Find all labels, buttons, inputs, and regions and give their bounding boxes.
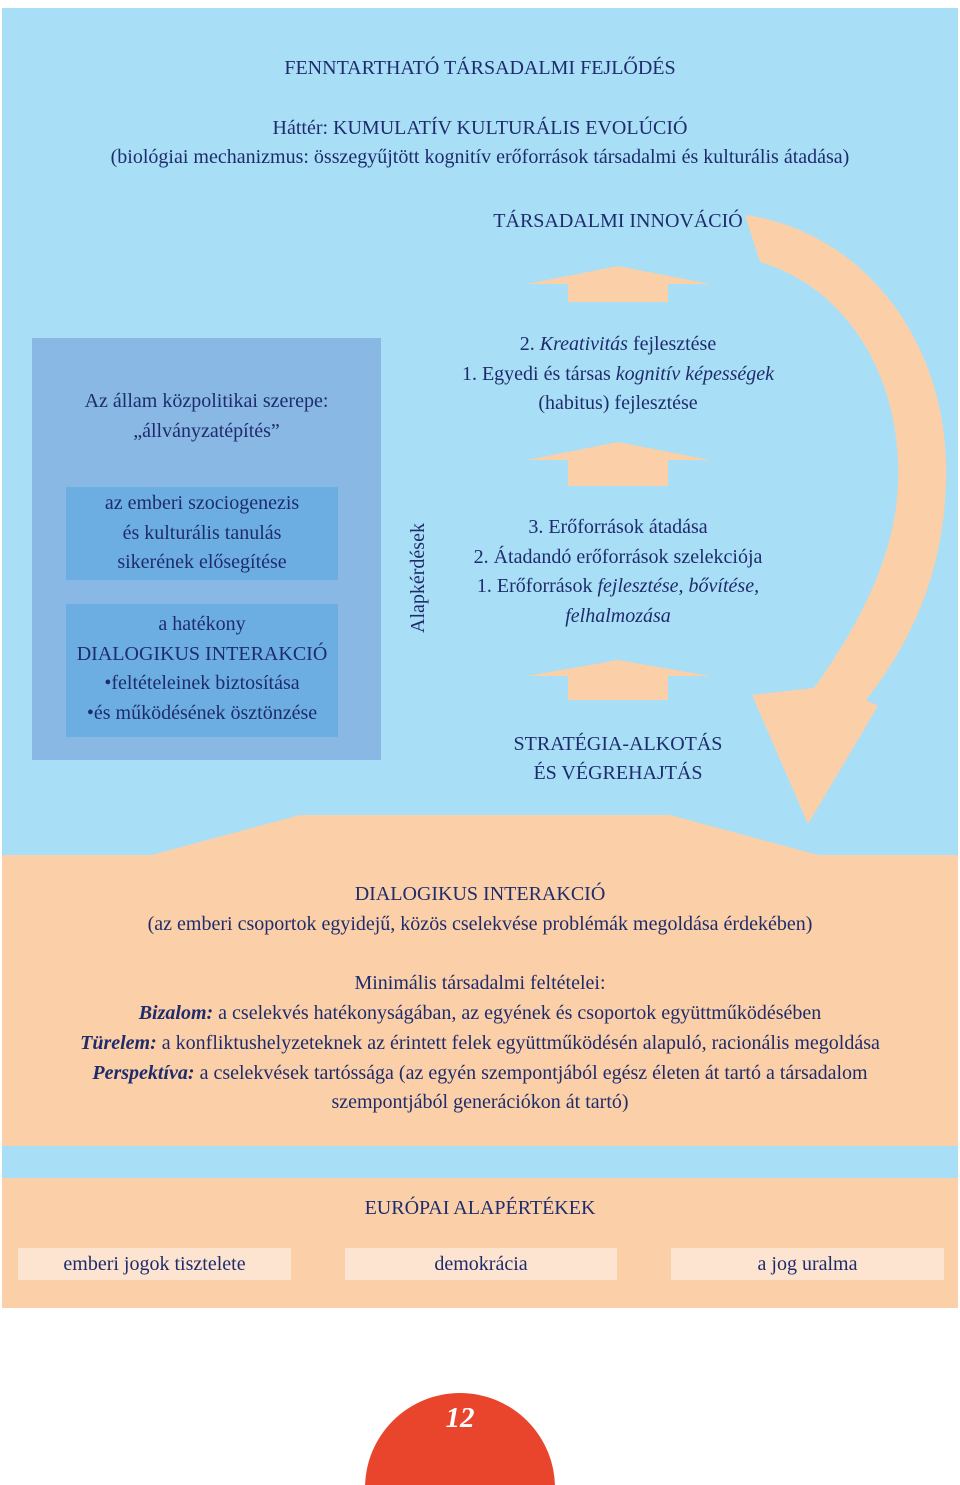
condition-text: a konfliktushelyzeteknek az érintett felek együttműködésén alapuló, racionális megoldása	[156, 1032, 880, 1054]
resource-text: 3. Erőforrások átadása	[528, 516, 708, 538]
condition-trust	[0, 998, 960, 1028]
interaction-line: •feltételeinek biztosítása	[104, 672, 300, 694]
capability-prefix: 2.	[519, 333, 540, 355]
resource-line-accumulation	[408, 601, 828, 631]
value-human-rights: emberi jogok tisztelete	[18, 1248, 291, 1280]
condition-perspective-continuation: szempontjából generációkon át tartó)	[331, 1091, 629, 1113]
resource-line-transfer	[408, 512, 828, 542]
dialogic-definition: (az emberi csoportok egyidejű, közös cselekvése problémák megoldása érdekében)	[147, 913, 813, 935]
condition-text: a cselekvések tartóssága (az egyén szempontjából egész életen át tartó a társadalom	[194, 1062, 868, 1084]
condition-term: Perspektíva:	[92, 1062, 195, 1084]
up-arrow-resources	[527, 660, 710, 700]
up-arrow-capabilities	[527, 442, 710, 486]
interaction-line: DIALOGIKUS INTERAKCIÓ	[76, 642, 328, 665]
capability-prefix: (habitus) fejlesztése	[538, 392, 698, 414]
resource-line-development	[408, 571, 828, 601]
capability-emphasis: kognitív képességek	[615, 363, 775, 385]
interaction-box	[66, 604, 338, 737]
social-innovation-label: TÁRSADALMI INNOVÁCIÓ	[493, 210, 743, 232]
page-number: 12	[445, 1402, 475, 1434]
background-heading: Háttér: KUMULATÍV KULTURÁLIS EVOLÚCIÓ	[272, 117, 688, 139]
interaction-line: •és működésének ösztönzése	[86, 701, 318, 724]
main-title: FENNTARTHATÓ TÁRSADALMI FEJLŐDÉS	[284, 57, 676, 79]
dialogic-heading: DIALOGIKUS INTERAKCIÓ	[354, 883, 606, 905]
resource-emphasis: fejlesztése, bővítése,	[597, 575, 760, 597]
capability-line-cognitive	[408, 359, 828, 389]
capability-emphasis: Kreativitás	[539, 333, 628, 355]
resource-text: 1. Erőforrások	[476, 575, 598, 597]
sociogenesis-line: és kulturális tanulás	[122, 521, 282, 544]
european-values-heading: EURÓPAI ALAPÉRTÉKEK	[364, 1197, 596, 1219]
resource-emphasis: felhalmozása	[565, 605, 671, 627]
capability-prefix: 1. Egyedi és társas	[461, 363, 616, 385]
strategy-line: STRATÉGIA-ALKOTÁS	[513, 733, 723, 755]
capability-suffix: fejlesztése	[627, 333, 717, 355]
sociogenesis-line: sikerének elősegítése	[117, 551, 287, 573]
strategy-line: ÉS VÉGREHAJTÁS	[533, 762, 703, 784]
value-rule-of-law: a jog uralma	[671, 1248, 944, 1280]
sociogenesis-box	[66, 487, 338, 580]
up-arrow-innovation	[527, 266, 710, 302]
key-questions-label: Alapkérdések	[407, 523, 429, 633]
resource-line-selection	[408, 542, 828, 572]
value-democracy: demokrácia	[345, 1248, 617, 1280]
sociogenesis-line: az emberi szociogenezis	[104, 492, 300, 514]
page-number-badge	[365, 1393, 555, 1485]
capability-line-habitus	[408, 388, 828, 418]
capability-line-creativity	[408, 329, 828, 359]
state-role-heading: Az állam közpolitikai szerepe:	[84, 390, 329, 412]
condition-term: Bizalom:	[138, 1002, 214, 1024]
condition-tolerance	[0, 1028, 960, 1058]
condition-text: a cselekvés hatékonyságában, az egyének és csoportok együttműködésében	[213, 1002, 822, 1024]
background-mechanism: (biológiai mechanizmus: összegyűjtött kognitív erőforrások társadalmi és kulturális átadása)	[110, 146, 850, 168]
condition-term: Türelem:	[80, 1032, 157, 1054]
condition-perspective	[0, 1058, 960, 1088]
state-role-box	[32, 338, 381, 760]
resource-text: 2. Átadandó erőforrások szelekciója	[473, 546, 763, 568]
interaction-line: a hatékony	[158, 613, 246, 635]
state-role-subheading: „állványzatépítés”	[133, 420, 280, 442]
up-arrow-dialogic-base	[148, 815, 822, 856]
conditions-heading: Minimális társadalmi feltételei:	[354, 972, 606, 994]
